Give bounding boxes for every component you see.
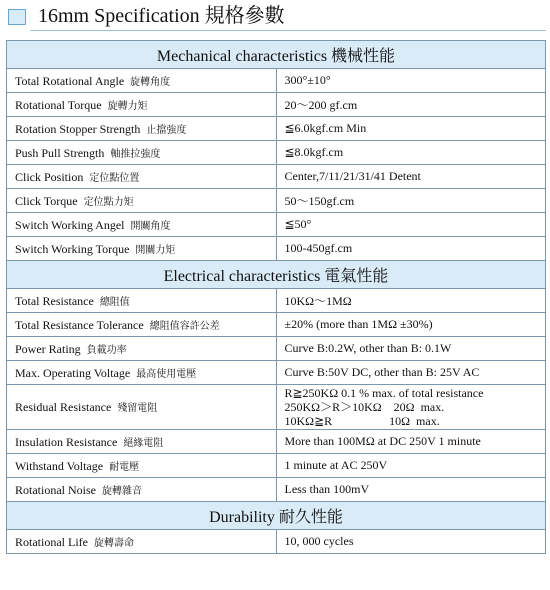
spec-label-cn: 旋轉雜音 bbox=[102, 485, 142, 497]
spec-label bbox=[7, 213, 277, 237]
spec-value: ±20% (more than 1MΩ ±30%) bbox=[276, 313, 546, 337]
spec-label bbox=[7, 454, 277, 478]
spec-label bbox=[7, 313, 277, 337]
spec-row bbox=[7, 454, 546, 478]
spec-row bbox=[7, 478, 546, 502]
spec-label bbox=[7, 530, 277, 554]
spec-label-cn: 旋轉力矩 bbox=[107, 100, 148, 112]
spec-value: ≦50° bbox=[276, 213, 546, 237]
spec-label-en: Rotational Noise bbox=[15, 482, 96, 497]
spec-label-en: Rotational Life bbox=[15, 534, 88, 549]
spec-label bbox=[7, 361, 277, 385]
header-square-icon bbox=[8, 9, 26, 25]
spec-value: 10, 000 cycles bbox=[276, 530, 546, 554]
spec-label-en: Click Torque bbox=[15, 193, 78, 208]
spec-label bbox=[7, 385, 277, 430]
spec-label-cn: 定位點力矩 bbox=[83, 196, 134, 208]
page-title: 16mm Specification 規格參數 bbox=[38, 5, 285, 27]
spec-label-en: Push Pull Strength bbox=[15, 145, 105, 160]
header-divider bbox=[30, 30, 546, 31]
spec-row bbox=[7, 69, 546, 93]
spec-label-cn: 絕緣電阻 bbox=[123, 437, 164, 449]
section-title: Mechanical characteristics 機械性能 bbox=[7, 41, 546, 69]
spec-header bbox=[0, 0, 550, 34]
spec-row bbox=[7, 93, 546, 117]
spec-value: 50～150gf.cm bbox=[276, 189, 546, 213]
spec-label bbox=[7, 430, 277, 454]
spec-row bbox=[7, 530, 546, 554]
spec-label-cn: 開關角度 bbox=[130, 220, 171, 232]
spec-label-cn: 開關力矩 bbox=[135, 244, 176, 256]
spec-row bbox=[7, 189, 546, 213]
spec-label-en: Click Position bbox=[15, 169, 84, 184]
spec-row bbox=[7, 313, 546, 337]
spec-row bbox=[7, 165, 546, 189]
spec-label-en: Residual Resistance bbox=[15, 400, 112, 414]
spec-label-en: Insulation Resistance bbox=[15, 434, 118, 449]
spec-label bbox=[7, 165, 277, 189]
spec-label-en: Switch Working Torque bbox=[15, 241, 130, 256]
spec-label-cn: 最高使用電壓 bbox=[136, 368, 197, 380]
spec-value: Less than 100mV bbox=[276, 478, 546, 502]
spec-row bbox=[7, 117, 546, 141]
spec-label-en: Max. Operating Voltage bbox=[15, 365, 131, 380]
section-header-electrical bbox=[7, 261, 546, 289]
section-title: Electrical characteristics 電氣性能 bbox=[7, 261, 546, 289]
spec-label-en: Rotational Torque bbox=[15, 97, 102, 112]
spec-row bbox=[7, 289, 546, 313]
spec-value: Center,7/11/21/31/41 Detent bbox=[276, 165, 546, 189]
spec-row bbox=[7, 237, 546, 261]
spec-label-en: Total Resistance bbox=[15, 293, 94, 308]
spec-value: Curve B:50V DC, other than B: 25V AC bbox=[276, 361, 546, 385]
spec-label-en: Withstand Voltage bbox=[15, 458, 104, 473]
spec-label bbox=[7, 289, 277, 313]
spec-label-cn: 負載功率 bbox=[86, 344, 127, 356]
spec-label bbox=[7, 337, 277, 361]
spec-label-cn: 軸推拉強度 bbox=[110, 148, 161, 160]
spec-label bbox=[7, 117, 277, 141]
spec-label-cn: 殘留電阻 bbox=[117, 403, 158, 414]
section-title: Durability 耐久性能 bbox=[7, 502, 546, 530]
spec-label bbox=[7, 69, 277, 93]
spec-value: Curve B:0.2W, other than B: 0.1W bbox=[276, 337, 546, 361]
spec-label bbox=[7, 237, 277, 261]
spec-label-cn: 總阻值容許公差 bbox=[149, 320, 220, 332]
section-header-mechanical bbox=[7, 41, 546, 69]
spec-row bbox=[7, 213, 546, 237]
spec-label-en: Switch Working Angel bbox=[15, 217, 125, 232]
spec-label-cn: 旋轉角度 bbox=[130, 76, 171, 88]
spec-label-cn: 定位點位置 bbox=[89, 172, 140, 184]
spec-value: 100-450gf.cm bbox=[276, 237, 546, 261]
spec-value: ≦8.0kgf.cm bbox=[276, 141, 546, 165]
spec-value: ≦6.0kgf.cm Min bbox=[276, 117, 546, 141]
spec-label-en: Rotation Stopper Strength bbox=[15, 121, 141, 136]
spec-label bbox=[7, 189, 277, 213]
spec-row bbox=[7, 361, 546, 385]
spec-label-cn: 止擋強度 bbox=[146, 124, 187, 136]
spec-row bbox=[7, 430, 546, 454]
spec-value-line: 10KΩ≧R 10Ω max. bbox=[284, 414, 440, 428]
spec-value: 300°±10° bbox=[276, 69, 546, 93]
spec-label-en: Power Rating bbox=[15, 341, 81, 356]
section-header-durability bbox=[7, 502, 546, 530]
spec-value: More than 100MΩ at DC 250V 1 minute bbox=[276, 430, 546, 454]
spec-row bbox=[7, 385, 546, 430]
spec-row bbox=[7, 141, 546, 165]
spec-value bbox=[276, 385, 546, 430]
spec-label bbox=[7, 478, 277, 502]
spec-label bbox=[7, 93, 277, 117]
spec-value: 1 minute at AC 250V bbox=[276, 454, 546, 478]
spec-label-cn: 耐電壓 bbox=[109, 461, 140, 473]
spec-label-en: Total Rotational Angle bbox=[15, 73, 125, 88]
spec-row bbox=[7, 337, 546, 361]
spec-value: 10KΩ～1MΩ bbox=[276, 289, 546, 313]
spec-value-line: R≧250KΩ 0.1 % max. of total resistance bbox=[284, 386, 484, 400]
spec-table bbox=[6, 40, 546, 554]
spec-label-en: Total Resistance Tolerance bbox=[15, 317, 144, 332]
spec-value: 20～200 gf.cm bbox=[276, 93, 546, 117]
spec-label bbox=[7, 141, 277, 165]
spec-label-cn: 旋轉壽命 bbox=[93, 537, 134, 549]
spec-value-line: 250KΩ＞R＞10KΩ 20Ω max. bbox=[284, 400, 445, 414]
spec-label-cn: 總阻值 bbox=[99, 296, 130, 308]
